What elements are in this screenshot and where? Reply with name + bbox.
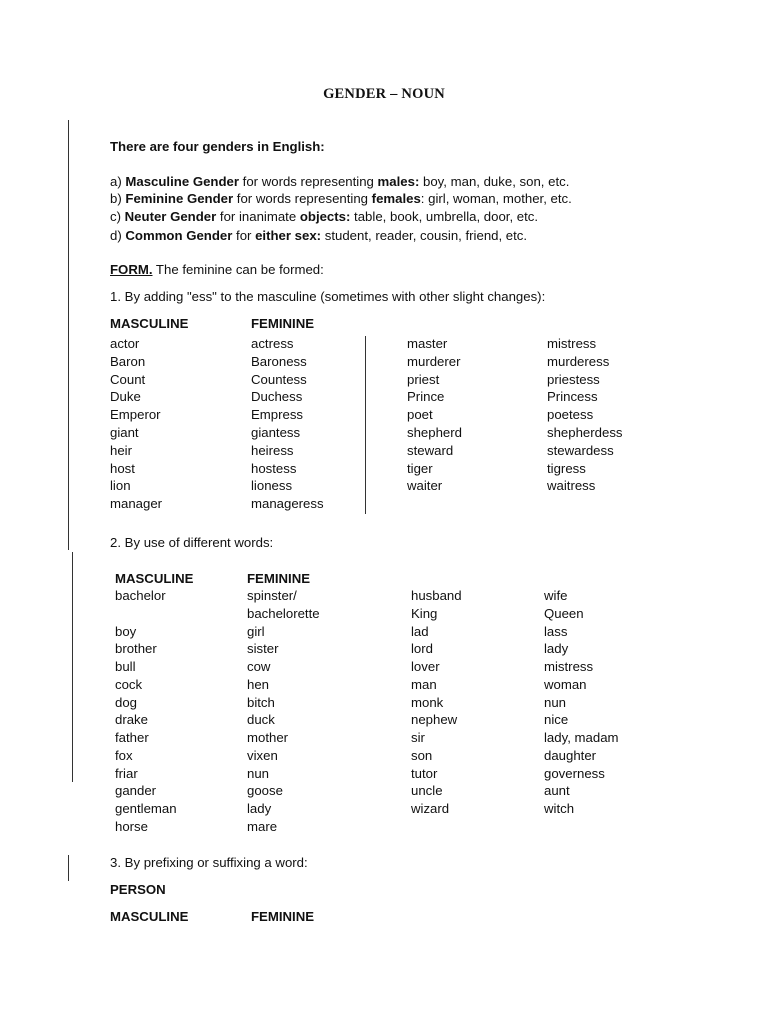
feminine-word: hostess bbox=[251, 460, 297, 476]
masculine-word: steward bbox=[407, 442, 454, 458]
masculine-word: boy bbox=[115, 623, 137, 639]
masculine-word: gentleman bbox=[115, 801, 177, 816]
feminine-word: spinster/ bbox=[247, 588, 297, 603]
feminine-word: hen bbox=[247, 676, 270, 692]
section1-heading: 1. By adding "ess" to the masculine (sometimes with other slight changes): bbox=[110, 289, 546, 304]
section3-col-feminine: FEMININE bbox=[251, 909, 315, 924]
feminine-word: lady bbox=[247, 801, 272, 816]
feminine-word: vixen bbox=[247, 747, 278, 763]
masculine-word: lad bbox=[411, 623, 429, 639]
masculine-word: priest bbox=[407, 371, 440, 387]
gender-letter: d) bbox=[110, 228, 126, 243]
feminine-word: Baroness bbox=[251, 353, 307, 369]
masculine-word: Prince bbox=[407, 389, 445, 405]
section1-col-feminine: FEMININE bbox=[251, 316, 315, 331]
masculine-word: wizard bbox=[411, 801, 450, 816]
gender-key: objects: bbox=[299, 209, 351, 224]
feminine-word: mare bbox=[247, 818, 278, 834]
masculine-word: drake bbox=[115, 712, 148, 728]
section3-heading: 3. By prefixing or suffixing a word: bbox=[110, 855, 308, 870]
gender-item bbox=[110, 209, 538, 224]
feminine-word: witch bbox=[544, 801, 575, 816]
masculine-word: husband bbox=[411, 588, 462, 603]
feminine-word: lioness bbox=[251, 478, 293, 494]
feminine-word: lady bbox=[544, 641, 569, 657]
masculine-word: manager bbox=[110, 496, 163, 512]
feminine-word: mistress bbox=[547, 336, 597, 351]
section2-col-masculine: MASCULINE bbox=[115, 571, 194, 586]
feminine-word: Queen bbox=[544, 605, 584, 621]
feminine-word: giantess bbox=[251, 424, 301, 440]
section2-left-masculine bbox=[115, 587, 177, 836]
masculine-word: Baron bbox=[110, 353, 146, 369]
section1-right-feminine bbox=[547, 335, 623, 495]
section1-right-masculine bbox=[407, 335, 462, 495]
feminine-word: woman bbox=[544, 676, 587, 692]
masculine-word: nephew bbox=[411, 712, 458, 728]
column-divider bbox=[365, 336, 366, 514]
feminine-word: shepherdess bbox=[547, 424, 623, 440]
form-text: The feminine can be formed: bbox=[152, 262, 324, 277]
masculine-word bbox=[115, 605, 177, 623]
feminine-word: bitch bbox=[247, 694, 275, 710]
gender-mid: for bbox=[232, 228, 256, 243]
masculine-word: father bbox=[115, 730, 149, 745]
masculine-word: Emperor bbox=[110, 407, 161, 423]
gender-item bbox=[110, 191, 572, 206]
margin-line-2 bbox=[72, 552, 73, 782]
feminine-word: lass bbox=[544, 623, 568, 639]
masculine-word: waiter bbox=[407, 478, 443, 494]
gender-rest: boy, man, duke, son, etc. bbox=[419, 174, 570, 189]
masculine-word: monk bbox=[411, 694, 444, 710]
feminine-word: goose bbox=[247, 783, 283, 799]
masculine-word: cock bbox=[115, 676, 143, 692]
gender-letter: c) bbox=[110, 209, 125, 224]
feminine-word: nun bbox=[544, 694, 567, 710]
masculine-word: heir bbox=[110, 442, 132, 458]
feminine-word: actress bbox=[251, 336, 294, 351]
gender-rest: student, reader, cousin, friend, etc. bbox=[321, 228, 528, 243]
feminine-word: murderess bbox=[547, 353, 610, 369]
feminine-word: duck bbox=[247, 712, 275, 728]
masculine-word: lover bbox=[411, 659, 440, 674]
masculine-word: friar bbox=[115, 765, 138, 781]
form-line bbox=[110, 262, 324, 277]
gender-key: either sex: bbox=[255, 228, 322, 243]
gender-name: Neuter Gender bbox=[124, 209, 217, 224]
masculine-word: King bbox=[411, 605, 438, 621]
masculine-word: poet bbox=[407, 407, 433, 423]
masculine-word: Count bbox=[110, 371, 146, 387]
masculine-word: man bbox=[411, 676, 437, 692]
masculine-word: tiger bbox=[407, 460, 433, 476]
section2-heading: 2. By use of different words: bbox=[110, 535, 274, 550]
masculine-word: lord bbox=[411, 641, 433, 657]
feminine-word: nice bbox=[544, 712, 569, 728]
masculine-word: sir bbox=[411, 730, 425, 745]
section1-col-masculine: MASCULINE bbox=[110, 316, 189, 331]
section2-right-masculine bbox=[411, 587, 462, 818]
masculine-word: tutor bbox=[411, 765, 438, 781]
gender-key: males: bbox=[377, 174, 420, 189]
feminine-word: aunt bbox=[544, 783, 570, 799]
feminine-word: poetess bbox=[547, 407, 594, 423]
masculine-word: son bbox=[411, 747, 433, 763]
feminine-word: lady, madam bbox=[544, 730, 619, 745]
gender-item bbox=[110, 174, 569, 189]
feminine-word: tigress bbox=[547, 460, 586, 476]
feminine-word: Princess bbox=[547, 389, 598, 405]
feminine-word: Empress bbox=[251, 407, 304, 423]
intro-text: There are four genders in English: bbox=[110, 139, 325, 154]
section3-col-masculine: MASCULINE bbox=[110, 909, 189, 924]
margin-line-3 bbox=[68, 855, 69, 881]
feminine-word: wife bbox=[544, 588, 568, 603]
masculine-word: bachelor bbox=[115, 588, 166, 603]
gender-key: females bbox=[371, 191, 421, 206]
section2-left-feminine bbox=[247, 587, 320, 836]
feminine-word: mother bbox=[247, 730, 289, 745]
feminine-word: girl bbox=[247, 623, 265, 639]
masculine-word: dog bbox=[115, 694, 138, 710]
gender-item bbox=[110, 228, 527, 243]
feminine-word: cow bbox=[247, 659, 271, 674]
feminine-word: priestess bbox=[547, 371, 600, 387]
feminine-word: governess bbox=[544, 765, 605, 781]
section1-left-masculine bbox=[110, 335, 162, 513]
feminine-word: Countess bbox=[251, 371, 307, 387]
margin-line-1 bbox=[68, 120, 69, 550]
page-title: GENDER – NOUN bbox=[323, 86, 445, 102]
section3-subheading: PERSON bbox=[110, 882, 166, 897]
masculine-word: uncle bbox=[411, 783, 443, 799]
feminine-word: mistress bbox=[544, 659, 594, 674]
masculine-word: master bbox=[407, 336, 448, 351]
gender-name: Common Gender bbox=[125, 228, 233, 243]
masculine-word: murderer bbox=[407, 353, 461, 369]
masculine-word: Duke bbox=[110, 389, 141, 405]
masculine-word: host bbox=[110, 460, 135, 476]
gender-name: Feminine Gender bbox=[125, 191, 234, 206]
feminine-word: bachelorette bbox=[247, 605, 320, 621]
gender-letter: b) bbox=[110, 191, 126, 206]
feminine-word: Duchess bbox=[251, 389, 303, 405]
masculine-word: lion bbox=[110, 478, 131, 494]
gender-name: Masculine Gender bbox=[125, 174, 239, 189]
section1-left-feminine bbox=[251, 335, 324, 513]
masculine-word: actor bbox=[110, 336, 140, 351]
feminine-word: sister bbox=[247, 641, 279, 657]
masculine-word: fox bbox=[115, 747, 133, 763]
feminine-word: nun bbox=[247, 765, 270, 781]
gender-rest: : girl, woman, mother, etc. bbox=[420, 191, 572, 206]
masculine-word: bull bbox=[115, 659, 136, 674]
gender-mid: for words representing bbox=[239, 174, 378, 189]
gender-letter: a) bbox=[110, 174, 126, 189]
form-label: FORM. bbox=[110, 262, 153, 277]
section2-right-feminine bbox=[544, 587, 619, 818]
section2-col-feminine: FEMININE bbox=[247, 571, 311, 586]
feminine-word: stewardess bbox=[547, 442, 614, 458]
gender-mid: for inanimate bbox=[216, 209, 300, 224]
feminine-word: heiress bbox=[251, 442, 294, 458]
feminine-word: manageress bbox=[251, 496, 324, 512]
masculine-word: horse bbox=[115, 818, 148, 834]
gender-rest: table, book, umbrella, door, etc. bbox=[350, 209, 539, 224]
masculine-word: brother bbox=[115, 641, 157, 657]
masculine-word: giant bbox=[110, 424, 139, 440]
feminine-word: waitress bbox=[547, 478, 596, 494]
feminine-word: daughter bbox=[544, 747, 597, 763]
masculine-word: shepherd bbox=[407, 424, 462, 440]
gender-mid: for words representing bbox=[233, 191, 372, 206]
masculine-word: gander bbox=[115, 783, 157, 799]
